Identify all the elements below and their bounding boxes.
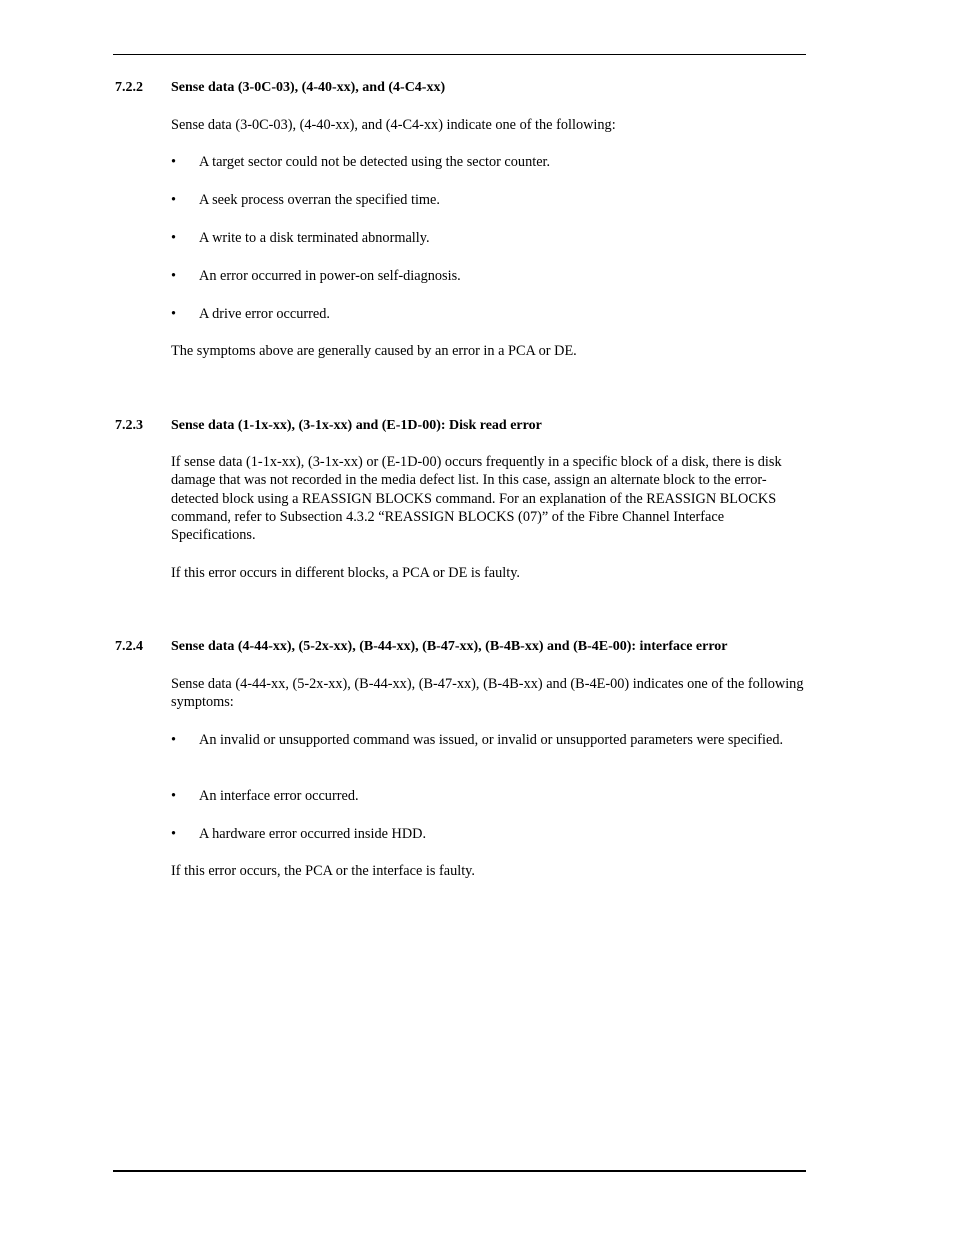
section-paragraph: If this error occurs in different blocks, a PCA or DE is faulty. xyxy=(171,565,521,581)
section-number: 7.2.3 xyxy=(115,418,143,433)
bullet-icon: • xyxy=(171,306,177,322)
bullet-icon: • xyxy=(171,192,177,208)
section-intro: Sense data (4-44-xx, (5-2x-xx), (B-44-xx), (B-47-xx), (B-4B-xx) and (B-4E-00) indicates one of the following symptoms: xyxy=(171,676,804,711)
header-rule xyxy=(113,54,806,55)
section-paragraph: If sense data (1-1x-xx), (3-1x-xx) or (E-1D-00) occurs frequently in a specific block of a disk, there is disk damage that was not recorded in the media defect list. In this case, assign an alternate block to the error-detected block using a REASSIGN BLOCKS command. For an explanation of the REASSIGN BLOCKS command, refer to Subsection 4.3.2 “REASSIGN BLOCKS (07)” of the Fibre Channel Interface Specifications. xyxy=(171,454,782,544)
list-item: • A write to a disk terminated abnormally. xyxy=(171,230,430,246)
section-title: Sense data (1-1x-xx), (3-1x-xx) and (E-1D-00): Disk read error xyxy=(171,418,542,433)
section-closing: The symptoms above are generally caused by an error in a PCA or DE. xyxy=(171,343,577,359)
section-title: Sense data (4-44-xx), (5-2x-xx), (B-44-xx), (B-47-xx), (B-4B-xx) and (B-4E-00): interface error xyxy=(171,639,728,654)
section-number: 7.2.2 xyxy=(115,80,143,95)
list-item: • A drive error occurred. xyxy=(171,306,330,322)
list-item: • An error occurred in power-on self-diagnosis. xyxy=(171,268,461,284)
bullet-icon: • xyxy=(171,732,177,748)
section-heading-7-2-2 xyxy=(115,79,445,97)
bullet-icon: • xyxy=(171,268,177,284)
section-title: Sense data (3-0C-03), (4-40-xx), and (4-C4-xx) xyxy=(171,80,446,95)
footer-rule xyxy=(113,1170,806,1172)
section-heading-7-2-3 xyxy=(115,417,542,435)
list-item: • An invalid or unsupported command was issued, or invalid or unsupported parameters were specified. xyxy=(171,732,784,748)
section-heading-7-2-4 xyxy=(115,638,728,656)
list-item: • An interface error occurred. xyxy=(171,788,359,804)
section-number: 7.2.4 xyxy=(115,639,143,654)
bullet-icon: • xyxy=(171,826,177,842)
list-item: • A seek process overran the specified time. xyxy=(171,192,440,208)
section-intro: Sense data (3-0C-03), (4-40-xx), and (4-C4-xx) indicate one of the following: xyxy=(171,117,616,133)
bullet-icon: • xyxy=(171,154,177,170)
list-item: • A hardware error occurred inside HDD. xyxy=(171,826,427,842)
list-item: • A target sector could not be detected using the sector counter. xyxy=(171,154,551,170)
section-closing: If this error occurs, the PCA or the interface is faulty. xyxy=(171,863,475,879)
bullet-icon: • xyxy=(171,788,177,804)
bullet-icon: • xyxy=(171,230,177,246)
